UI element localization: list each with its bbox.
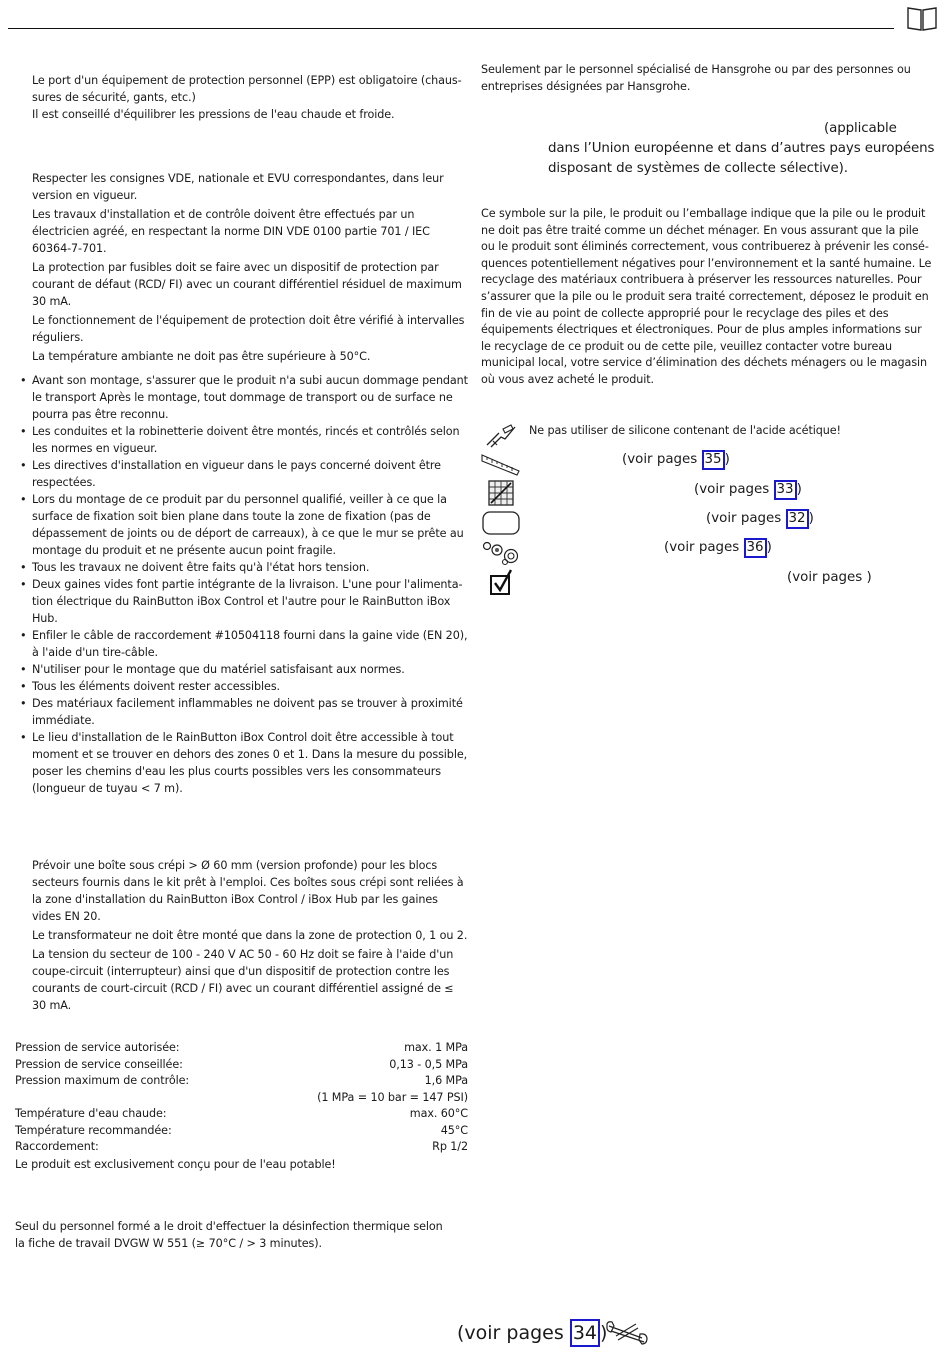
ref-prefix: (voir pages	[694, 482, 774, 497]
list-item: • Enfiler le câble de raccordement #10504118 fourni dans la gaine vide (EN 20), à l'aide d'un tire-câble.	[32, 627, 468, 661]
power-section	[32, 857, 470, 1014]
page-link-34[interactable]: 34	[570, 1319, 600, 1347]
montage-section	[32, 372, 468, 797]
page-link-35[interactable]: 35	[702, 450, 725, 470]
list-item: • Avant son montage, s'assurer que le produit n'a subi aucun dommage pendant le transport Après le montage, tout dommage de transport ou de surface ne pourra pas être reconnu.	[32, 372, 468, 423]
ref-prefix: (voir pages	[706, 511, 786, 526]
page-link-32[interactable]: 32	[786, 509, 809, 529]
montage-list	[32, 372, 468, 797]
ref-prefix: (voir pages	[664, 540, 744, 555]
spec-value: 45°C	[440, 1123, 468, 1137]
paragraph: Le transformateur ne doit être monté que dans la zone de protection 0, 1 ou 2.	[32, 929, 468, 942]
wrench-icon	[606, 1320, 648, 1346]
safety-intro	[32, 72, 464, 123]
symbol-ref-35	[622, 450, 730, 470]
potable-note: Le produit est exclusivement conçu pour de l'eau potable!	[15, 1157, 336, 1171]
spec-value: Rp 1/2	[432, 1140, 468, 1153]
ref-suffix: )	[796, 482, 802, 497]
list-item: • Lors du montage de ce produit par du personnel qualifié, veiller à ce que la surface de fixation soit bien plane dans toute la zone de fixation (pas de dépassement de joints ou de déport de carreaux), à ce que le mur se prête au montage du produit et ne présente aucun point fragile.	[32, 491, 468, 559]
footer-suffix: )	[600, 1322, 608, 1344]
paragraph: Prévoir une boîte sous crépi > Ø 60 mm (version profonde) pour les blocs secteurs fournis dans le kit prêt à l'emploi. Ces boîtes sous crépi sont reliées à la zone d'installation du RainButton iBox Control / iBox Hub par les gaines vides EN 20.	[32, 859, 464, 923]
disposal-line: dans l’Union européenne et dans d’autres pays européens	[548, 141, 935, 156]
paragraph: Les travaux d'installation et de contrôle doivent être effectués par un électricien agréé, en respectant la norme DIN VDE 0100 partie 701 / IEC 60364-7-701.	[32, 208, 430, 255]
checkbox-icon	[481, 568, 521, 596]
ref-prefix: (voir pages	[622, 452, 702, 467]
list-item: • Deux gaines vides font partie intégrante de la livraison. L'une pour l'alimenta-tion électrique du RainButton iBox Control et l'autre pour le RainButton iBox Hub.	[32, 576, 468, 627]
spec-value: max. 60°C	[409, 1107, 468, 1120]
paragraph: La tension du secteur de 100 - 240 V AC 50 - 60 Hz doit se faire à l'aide d'un coupe-circuit (interrupteur) ainsi que d'un dispositif de protection contre les courants de court-circuit (RCD / FI) avec un courant différentiel assigné de ≤ 30 mA.	[32, 948, 454, 1012]
spec-row	[15, 1123, 468, 1140]
ref-suffix: )	[808, 511, 814, 526]
service-note: Seulement par le personnel spécialisé de Hansgrohe ou par des personnes ou entreprises désignées par Hansgrohe.	[481, 63, 911, 93]
open-book-icon	[906, 6, 938, 32]
spec-value: max. 1 MPa	[404, 1041, 468, 1054]
spec-value: 0,13 - 0,5 MPa	[389, 1057, 468, 1071]
spec-value: 1,6 MPa	[424, 1074, 468, 1087]
spec-row	[15, 1090, 468, 1107]
spec-label: Pression de service conseillée:	[15, 1057, 183, 1071]
parts-icon	[481, 538, 521, 566]
spec-row	[15, 1106, 468, 1123]
list-item: • Tous les travaux ne doivent être faits qu'à l'état hors tension.	[32, 559, 468, 576]
ref-suffix: )	[766, 540, 772, 555]
page-link-33[interactable]: 33	[774, 480, 797, 500]
paragraph: Le port d'un équipement de protection personnel (EPP) est obligatoire (chaus-sures de sécurité, gants, etc.)	[32, 74, 462, 104]
spec-row	[15, 1139, 468, 1156]
header-rule	[8, 28, 894, 29]
ref-prefix: (voir pages )	[787, 570, 872, 585]
list-item: • Des matériaux facilement inflammables ne doivent pas se trouver à proximité immédiate.	[32, 695, 468, 729]
ruler-icon	[481, 449, 521, 477]
battery-disposal-text: Ce symbole sur la pile, le produit ou l’emballage indique que la pile ou le produit ne doit pas être traité comme un déchet ménager. En vous assurant que la pile ou le produit sont éliminés correctement, vous contribuerez à prévenir les consé-quences potentiellement négatives pour l’environnement et la santé humaine. Le recyclage des matériaux contribuera à préserver les ressources naturelles. Pour s’assurer que la pile ou le produit sera traité correctement, déposez le produit en fin de vie au point de collecte approprié pour le recyclage des piles et des équipements électriques et électroniques. Pour de plus amples informations sur le recyclage de ce produit ou de cette pile, veuillez contacter votre bureau municipal local, votre service d’élimination des déchets ménagers ou le magasin où vous avez acheté le produit.	[481, 207, 932, 386]
page-link-36[interactable]: 36	[744, 538, 767, 558]
spec-label: Pression maximum de contrôle:	[15, 1074, 190, 1087]
paragraph: La température ambiante ne doit pas être supérieure à 50°C.	[32, 350, 371, 363]
list-item: • Les directives d'installation en vigueur dans le pays concerné doivent être respectées.	[32, 457, 468, 491]
list-item: • Les conduites et la robinetterie doivent être montés, rincés et contrôlés selon les normes en vigueur.	[32, 423, 468, 457]
spec-row	[15, 1057, 468, 1074]
paragraph: Le fonctionnement de l'équipement de protection doit être vérifié à intervalles réguliers.	[32, 314, 465, 344]
grid-icon	[481, 479, 521, 507]
spec-label: Température recommandée:	[15, 1123, 172, 1137]
spec-row	[15, 1073, 468, 1090]
list-item: • Le lieu d'installation de le RainButton iBox Control doit être accessible à tout moment et se trouver en dehors des zones 0 et 1. Dans la mesure du possible, poser les chemins d'eau les plus courts possibles vers les consommateurs (longueur de tuyau < 7 m).	[32, 729, 468, 797]
spec-value: (1 MPa = 10 bar = 147 PSI)	[317, 1090, 468, 1104]
disinfection-note: Seul du personnel formé a le droit d'effectuer la désinfection thermique selon la fiche de travail DVGW W 551 (≥ 70°C / > 3 minutes).	[15, 1220, 443, 1250]
spec-row	[15, 1040, 468, 1057]
paragraph: Respecter les consignes VDE, nationale et EVU correspondantes, dans leur version en vigueur.	[32, 172, 444, 202]
symbol-ref-36	[664, 538, 772, 558]
list-item: • Tous les éléments doivent rester accessibles.	[32, 678, 468, 695]
symbol-ref-33	[694, 480, 802, 500]
paragraph: Il est conseillé d'équilibrer les pressions de l'eau chaude et froide.	[32, 108, 395, 121]
footer-prefix: (voir pages	[457, 1322, 570, 1344]
disposal-line: disposant de systèmes de collecte sélective).	[548, 161, 848, 176]
rounded-box-icon	[481, 509, 521, 537]
footer-ref	[457, 1318, 607, 1348]
spec-label: Pression de service autorisée:	[15, 1041, 180, 1054]
electrical-section	[32, 170, 468, 365]
ref-suffix: )	[724, 452, 730, 467]
disposal-header	[548, 119, 938, 179]
symbol-ref-empty	[787, 568, 872, 588]
technical-data	[15, 1040, 468, 1173]
silicone-note: Ne pas utiliser de silicone contenant de l'acide acétique!	[529, 424, 841, 437]
spec-label: Raccordement:	[15, 1140, 99, 1153]
list-item: • N'utiliser pour le montage que du matériel satisfaisant aux normes.	[32, 661, 468, 678]
disposal-line: (applicable	[824, 121, 897, 136]
silicone-gun-icon	[481, 421, 521, 449]
symbol-ref-32	[706, 509, 814, 529]
paragraph: La protection par fusibles doit se faire avec un dispositif de protection par courant de défaut (RCD/ FI) avec un courant différentiel résiduel de maximum 30 mA.	[32, 261, 462, 308]
spec-label: Température d'eau chaude:	[15, 1107, 167, 1120]
